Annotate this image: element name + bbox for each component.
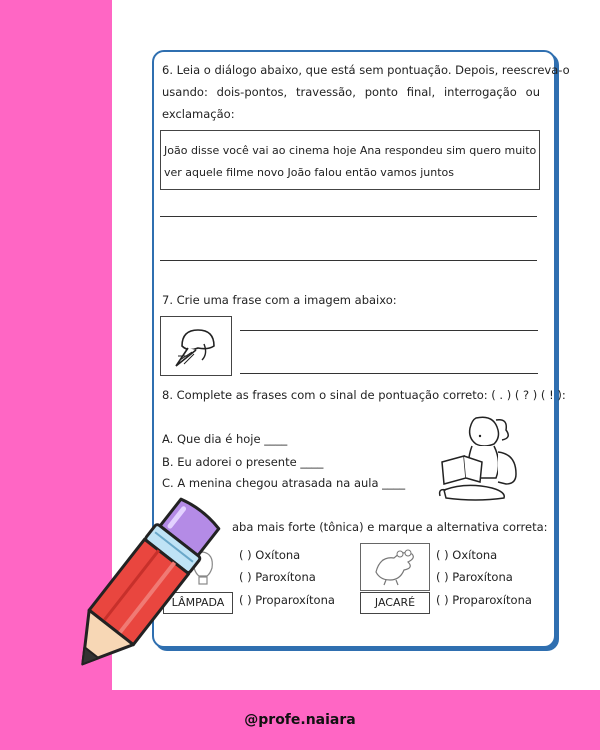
q8-item-b: B. Eu adorei o presente ____ xyxy=(162,455,324,469)
q6-dialog-line2: ver aquele filme novo João falou então vamos juntos xyxy=(164,166,455,179)
q9-option-proparoxitona[interactable]: ( ) Proparoxítona xyxy=(436,593,532,607)
q9-option-oxitona[interactable]: ( ) Oxítona xyxy=(436,548,498,562)
alligator-icon xyxy=(370,546,420,586)
ice-cream-cone-icon xyxy=(168,320,224,370)
q6-prompt-line2 xyxy=(162,85,540,99)
q9-option-proparoxitona[interactable]: ( ) Proparoxítona xyxy=(239,593,335,607)
q6-word: dois-pontos, xyxy=(216,85,288,99)
footer-bar xyxy=(0,690,600,750)
q6-prompt-line3: exclamação: xyxy=(162,107,235,121)
q9-option-paroxitona[interactable]: ( ) Paroxítona xyxy=(436,570,513,584)
q9-word-lampada: LÂMPADA xyxy=(163,592,233,614)
q9-option-paroxitona[interactable]: ( ) Paroxítona xyxy=(239,570,316,584)
q6-prompt-line1: 6. Leia o diálogo abaixo, que está sem pontuação. Depois, reescreva-o xyxy=(162,63,570,77)
q6-word: usando: xyxy=(162,85,208,99)
q8-prompt: 8. Complete as frases com o sinal de pontuação correto: ( . ) ( ? ) ( ! ): xyxy=(162,388,566,402)
q9-option-oxitona[interactable]: ( ) Oxítona xyxy=(239,548,301,562)
q9-prompt-visible: aba mais forte (tônica) e marque a alternativa correta: xyxy=(232,520,548,534)
q8-item-c: C. A menina chegou atrasada na aula ____ xyxy=(162,476,406,490)
q6-word: ou xyxy=(525,85,540,99)
q6-dialog-box xyxy=(160,130,540,190)
q6-answer-line[interactable] xyxy=(160,216,537,217)
q6-answer-line[interactable] xyxy=(160,260,537,261)
q6-word: ponto xyxy=(364,85,398,99)
q7-answer-line[interactable] xyxy=(240,373,538,374)
pencil-icon xyxy=(52,488,232,693)
q6-word: final, xyxy=(406,85,436,99)
q6-dialog-line1: João disse você vai ao cinema hoje Ana respondeu sim quero muito xyxy=(164,144,537,157)
q7-prompt: 7. Crie uma frase com a imagem abaixo: xyxy=(162,293,397,307)
q6-word: interrogação xyxy=(443,85,517,99)
q7-answer-line[interactable] xyxy=(240,330,538,331)
q9-word-jacare: JACARÉ xyxy=(360,592,430,614)
girl-reading-book-icon xyxy=(436,412,522,504)
footer-handle: @profe.naiara xyxy=(244,712,356,728)
q8-item-a: A. Que dia é hoje ____ xyxy=(162,432,288,446)
q6-word: travessão, xyxy=(295,85,356,99)
